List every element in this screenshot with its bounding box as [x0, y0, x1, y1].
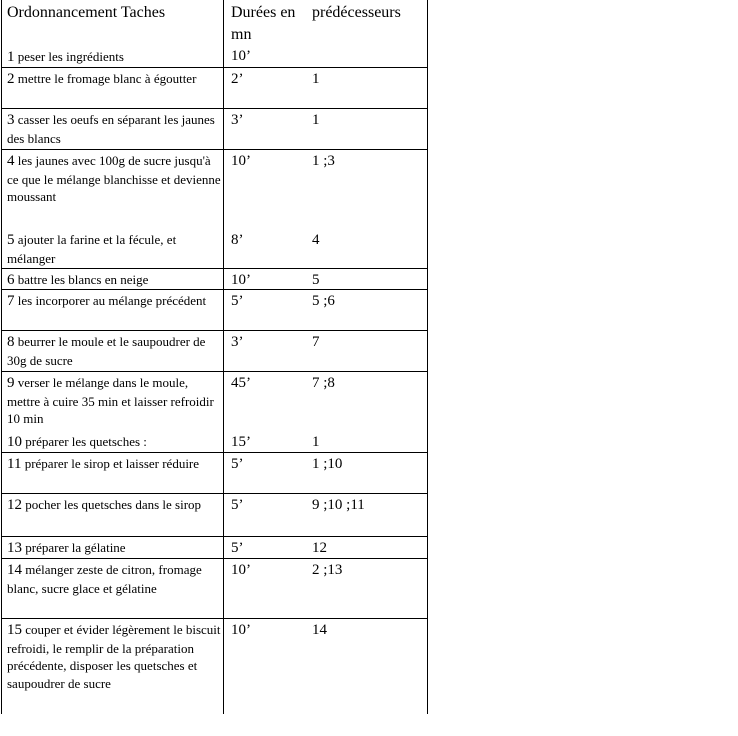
task-cell: 9 verser le mélange dans le moule, mettre à cuire 35 min et laisser refroidir 10 min	[7, 375, 214, 426]
duration-cell: 5’	[231, 540, 244, 556]
duration-cell: 15’	[231, 434, 251, 450]
task-cell: 7 les incorporer au mélange précédent	[7, 293, 207, 309]
predecessor-cell: 1	[312, 71, 320, 87]
table-row	[1, 68, 428, 109]
task-cell: 11 préparer le sirop et laisser réduire	[7, 456, 200, 472]
duration-cell: 5’	[231, 456, 244, 472]
predecessor-cell: 5	[312, 272, 320, 288]
task-cell: 10 préparer les quetsches :	[7, 434, 147, 450]
task-cell: 8 beurrer le moule et le saupoudrer de 30g de sucre	[7, 334, 206, 368]
predecessor-cell	[312, 45, 427, 47]
header-predecessors: prédécesseurs	[312, 4, 401, 21]
predecessor-cell: 1	[312, 434, 320, 450]
table-row	[1, 269, 428, 290]
duration-cell: 45’	[231, 375, 251, 391]
duration-cell: 10’	[231, 48, 251, 64]
duration-cell: 5’	[231, 497, 244, 513]
schedule-table	[1, 0, 428, 714]
duration-cell: 8’	[231, 232, 244, 248]
table-row	[1, 559, 428, 619]
predecessor-cell: 1 ;3	[312, 153, 335, 169]
duration-cell: 10’	[231, 153, 251, 169]
task-cell: 4 les jaunes avec 100g de sucre jusqu'à ce que le mélange blanchisse et devienne moussant	[7, 153, 221, 204]
table-row	[1, 109, 428, 150]
task-cell: 6 battre les blancs en neige	[7, 272, 149, 288]
task-cell: 3 casser les oeufs en séparant les jaunes des blancs	[7, 112, 215, 146]
table-row	[1, 494, 428, 537]
predecessor-cell: 14	[312, 622, 327, 638]
duration-cell: 3’	[231, 112, 244, 128]
predecessor-cell: 4	[312, 232, 320, 248]
table-row	[1, 150, 428, 269]
table-row	[1, 0, 428, 68]
predecessor-cell: 1 ;10	[312, 456, 343, 472]
header-duration: Durées en mn	[231, 4, 296, 43]
table-row	[1, 537, 428, 559]
task-cell: 5 ajouter la farine et la fécule, et mélanger	[7, 232, 177, 266]
duration-cell: 10’	[231, 272, 251, 288]
predecessor-cell: 2 ;13	[312, 562, 343, 578]
table-row	[1, 290, 428, 331]
duration-cell: 10’	[231, 622, 251, 638]
predecessor-cell: 7 ;8	[312, 375, 335, 391]
predecessor-cell: 12	[312, 540, 327, 556]
task-cell: 12 pocher les quetsches dans le sirop	[7, 497, 202, 513]
task-cell: 2 mettre le fromage blanc à égoutter	[7, 71, 197, 87]
predecessor-cell: 1	[312, 112, 320, 128]
duration-cell: 2’	[231, 71, 244, 87]
task-cell: 13 préparer la gélatine	[7, 540, 126, 556]
predecessor-cell: 5 ;6	[312, 293, 335, 309]
task-cell: 1 peser les ingrédients	[7, 49, 124, 65]
predecessor-cell: 9 ;10 ;11	[312, 497, 365, 513]
task-cell: 14 mélanger zeste de citron, fromage blanc, sucre glace et gélatine	[7, 562, 202, 596]
table-row	[1, 372, 428, 453]
table-row	[1, 331, 428, 372]
predecessor-cell: 7	[312, 334, 320, 350]
table-row	[1, 453, 428, 494]
task-cell: 15 couper et évider légèrement le biscuit refroidi, le remplir de la préparation précédente, disposer les quetsches et saupoudrer de sucre	[7, 622, 221, 691]
table-row	[1, 619, 428, 714]
duration-cell: 10’	[231, 562, 251, 578]
duration-cell: 3’	[231, 334, 244, 350]
header-tasks: Ordonnancement Taches	[7, 4, 166, 21]
duration-cell: 5’	[231, 293, 244, 309]
